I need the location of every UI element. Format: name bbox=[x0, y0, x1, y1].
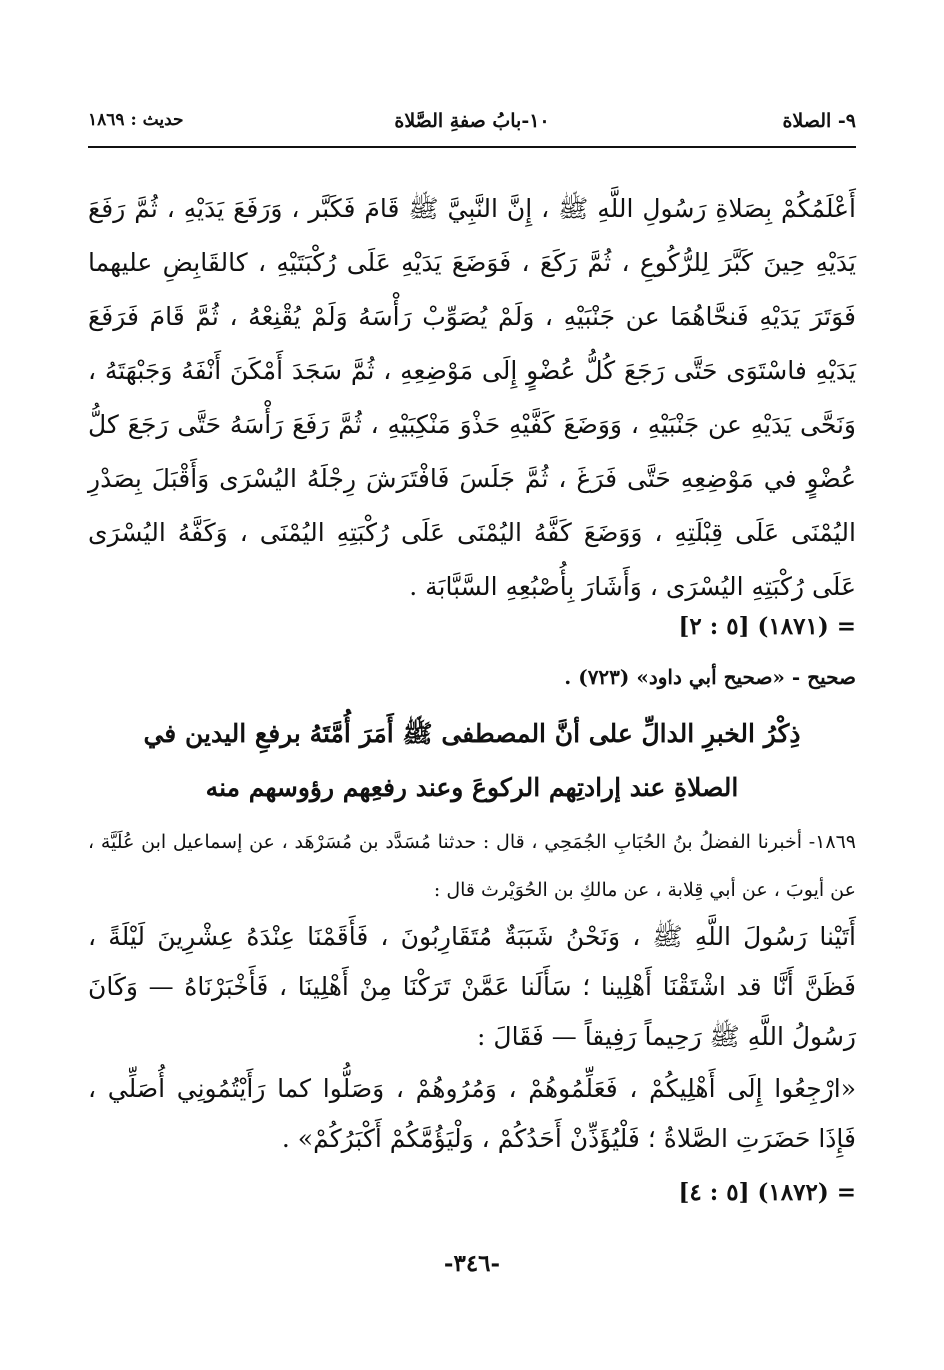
hadith-text-1869: أَتَيْنا رَسُولَ اللَّهِ ﷺ ، وَنَحْنُ شَبَبَةٌ مُتَقَارِبُونَ ، فَأَقَمْنَا عِنْدَهُ عِشْرِينَ لَيْلَةً ، فَظَنَّ أَنَّا قد اشْتَقْنَا أَهْلِينا ؛ سَأَلَنا عَمَّنْ تَرَكْنَا مِنْ أَهْلِينَا ، فَأَخْبَرْنَاهُ — وَكَانَ رَسُولُ اللَّهِ ﷺ رَحِيماً رَفِيقاً — فَقَالَ : bbox=[88, 922, 856, 1051]
header-rule bbox=[88, 146, 856, 148]
chapter-heading-line-2: الصلاةِ عند إرادتِهم الركوعَ وعند رفعِهم رؤوسهم منه bbox=[205, 773, 739, 802]
chapter-heading-line-1: ذِكْرُ الخبرِ الدالِّ على أنَّ المصطفى ﷺ أَمَرَ أُمَّتَهُ برفعِ اليدين في bbox=[143, 719, 801, 748]
running-head-chapter: ٩- الصلاة bbox=[782, 110, 856, 132]
prophet-quote: «ارْجِعُوا إِلَى أَهْلِيكُمْ ، فَعَلِّمُوهُمْ ، وَمُرُوهُمْ ، وَصَلُّوا كما رَأَيْتُمُونِي أُصَلِّي ، فَإِذَا حَضَرَتِ الصَّلاةُ ؛ فَلْيُؤَذِّنْ أَحَدُكُمْ ، وَلْيَؤُمَّكُمْ أَكْبَرُكُمْ» . bbox=[88, 1074, 856, 1153]
running-head-hadith-number: حديث : ١٨٦٩ bbox=[88, 110, 184, 130]
grading-note: صحيح - «صحيح أبي داود» (٧٢٣) . bbox=[564, 665, 856, 689]
isnad-chain-1869: ١٨٦٩- أخبرنا الفضلُ بنُ الحُبَابِ الجُمَحِي ، قال : حدثنا مُسَدَّد بن مُسَرْهَد ، عن إسماعيل ابن عُلَيَّة ، عن أيوبَ ، عن أبي قِلابة ، عن مالكِ بن الحُوَيْرث قال : bbox=[88, 831, 856, 901]
cross-reference-1872: = (١٨٧٢) [٥ : ٤] bbox=[678, 1179, 856, 1206]
page-number: -٣٤٦- bbox=[443, 1250, 501, 1277]
cross-reference-1871: = (١٨٧١) [٥ : ٢] bbox=[678, 613, 856, 640]
hadith-text-1868: أَعْلَمُكُمْ بِصَلاةِ رَسُولِ اللَّهِ ﷺ ، إِنَّ النَّبِيَّ ﷺ قَامَ فَكَبَّر ، وَرَفَعَ يَدَيْهِ ، ثُمَّ رَفَعَ يَدَيْهِ حِينَ كَبَّرَ لِلرُّكُوعِ ، ثُمَّ رَكَعَ ، فَوَضَعَ يَدَيْهِ عَلَى رُكْبَتَيْهِ ، كالقَابِضِ عليهما فَوَتَرَ يَدَيْهِ فَنحَّاهُمَا عن جَنْبَيْهِ ، وَلَمْ يُصَوِّبْ رَأْسَهُ وَلَمْ يُقْنِعْهُ ، ثُمَّ قَامَ فَرَفَعَ يَدَيْهِ فاسْتَوَى حَتَّى رَجَعَ كُلُّ عُضْوٍ إِلَى مَوْضِعِهِ ، ثُمَّ سَجَدَ أَمْكَنَ أَنْفَهُ وَجَبْهَتَهُ ، وَنَحَّى يَدَيْهِ عن جَنْبَيْهِ ، وَوَضَعَ كَفَّيْهِ حَذْوَ مَنْكِبَيْهِ ، ثُمَّ رَفَعَ رَأْسَهُ حَتَّى رَجَعَ كلُّ عُضْوٍ في مَوْضِعِهِ حَتَّى فَرَغَ ، ثُمَّ جَلَسَ فَافْتَرَشَ رِجْلَهُ اليُسْرَى وَأَقْبَلَ بِصَدْرِ اليُمْنَى عَلَى قِبْلَتِهِ ، وَوَضَعَ كَفَّهُ اليُمْنَى عَلَى رُكْبَتِهِ اليُمْنَى ، وَكَفَّهُ اليُسْرَى عَلَى رُكْبَتِهِ اليُسْرَى ، وَأَشَارَ بِأُصْبُعِهِ السَّبَّابَة . bbox=[88, 194, 856, 601]
running-head-section: ١٠-بابُ صفةِ الصَّلاة bbox=[394, 110, 550, 132]
running-head bbox=[88, 104, 856, 144]
